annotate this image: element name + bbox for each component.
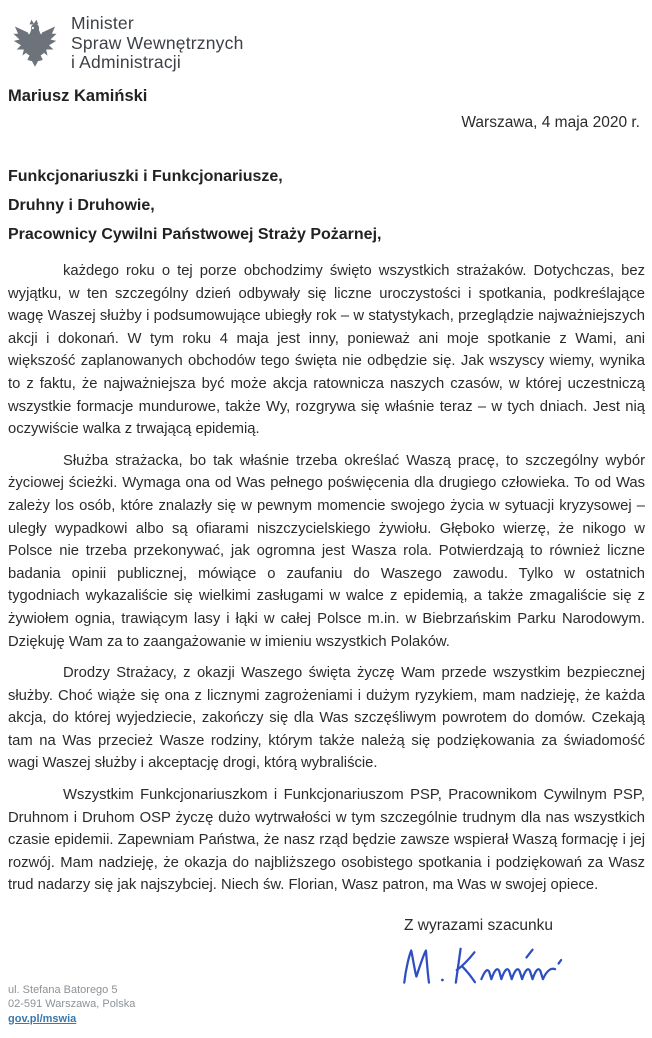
ministry-website-link[interactable]: gov.pl/mswia bbox=[8, 1012, 77, 1025]
ministry-name-line: Spraw Wewnętrznych bbox=[71, 32, 244, 53]
dateline: Warszawa, 4 maja 2020 r. bbox=[461, 114, 640, 131]
footer-address-line: ul. Stefana Batorego 5 bbox=[8, 983, 118, 996]
footer-address-block bbox=[8, 983, 135, 1027]
polish-eagle-emblem-icon bbox=[12, 10, 58, 74]
letter-paragraph: każdego roku o tej porze obchodzimy święto wszystkich strażaków. Dotychczas, bez wyjątku, w ten szczególny dzień odbywały się liczne uroczystości i spotkania, podkreślające wagę Waszej służby i podsumowujące ubiegły rok – w statystykach, przeglądzie najważniejszych akcji i dokonań. W tym roku 4 maja jest inny, ponieważ ani moje spotkanie z Wami, ani większość zaplanowanych obchodów tego święta nie odbędzie się. Jak wszyscy wiemy, wynika to z faktu, że najważniejsza być może akcja ratownicza naszych czasów, w której uczestniczą wszystkie formacje mundurowe, także Wy, rozgrywa się właśnie teraz – w tych dniach. Jest nią oczywiście walka z trwającą epidemią. bbox=[8, 263, 645, 438]
letterhead bbox=[0, 0, 652, 74]
letter-body bbox=[0, 249, 652, 897]
salutation-line: Pracownicy Cywilni Państwowej Straży Pożarnej, bbox=[8, 226, 382, 243]
letter-paragraph: Drodzy Strażacy, z okazji Waszego święta życzę Wam przede wszystkim bezpiecznej służby. Choć wiąże się ona z licznymi zagrożeniami i dużym ryzykiem, mam nadzieję, że każda akcja, do której wyjedziecie, zakończy się dla Was szczęśliwym powrotem do domów. Czekają tam na Was przecież Wasze rodziny, którym także należą się podziękowania za świadomość wagi Waszej służby i akceptację drogi, którą wybraliście. bbox=[8, 665, 645, 772]
salutation-line: Druhny i Druhowie, bbox=[8, 197, 155, 214]
letter-paragraph: Służba strażacka, bo tak właśnie trzeba określać Waszą pracę, to szczególny wybór życiowej ścieżki. Wymaga ona od Was pełnego poświęcenia dla drugiego człowieka. To od Was zależy los osób, które znalazły się w pewnym momencie swojego życia w sytuacji kryzysowej – uległy wypadkowi albo są ofiarami niszczycielskiego żywiołu. Głęboko wierzę, że nikogo w Polsce nie trzeba przekonywać, jak ogromna jest Wasza rola. Potwierdzają to również liczne badania opinii publicznej, mówiące o zaufaniu do Waszego zawodu. Tylko w ostatnich tygodniach wykazaliście się wielkimi zasługami w walce z epidemią, a także zmagaliście się z żywiołem ognia, trawiącym lasy i łąki w całej Polsce m.in. w Biebrzańskim Parku Narodowym. Dziękuję Wam za to zaangażowanie w imieniu wszystkich Polaków. bbox=[8, 452, 645, 650]
valediction: Z wyrazami szacunku bbox=[404, 917, 554, 935]
letter-paragraph: Wszystkim Funkcjonariuszkom i Funkcjonariuszom PSP, Pracownikom Cywilnym PSP, Druhnom i Druhom OSP życzę dużo wytrwałości w tym szczególnie trudnym dla nas wszystkich czasie epidemii. Zapewniam Państwa, że nasz rząd będzie zawsze wspierał Waszą formację i jej rozwój. Mam nadzieję, że okazja do najbliższego osobistego spotkania i podziękowań za Wasz trud nadarzy się jak najszybciej. Niech św. Florian, Wasz patron, ma Was w swojej opiece. bbox=[8, 787, 645, 894]
ministry-name-line: i Administracji bbox=[71, 52, 181, 72]
footer-address-line: 02-591 Warszawa, Polska bbox=[8, 998, 136, 1010]
closing-block bbox=[400, 917, 652, 998]
salutation-line: Funkcjonariuszki i Funkcjonariusze, bbox=[8, 168, 283, 185]
salutation-block bbox=[0, 132, 652, 249]
handwritten-signature bbox=[388, 941, 606, 993]
ministry-name bbox=[71, 10, 244, 73]
author-name: Mariusz Kamiński bbox=[8, 87, 148, 105]
ministry-name-line: Minister bbox=[71, 13, 134, 33]
